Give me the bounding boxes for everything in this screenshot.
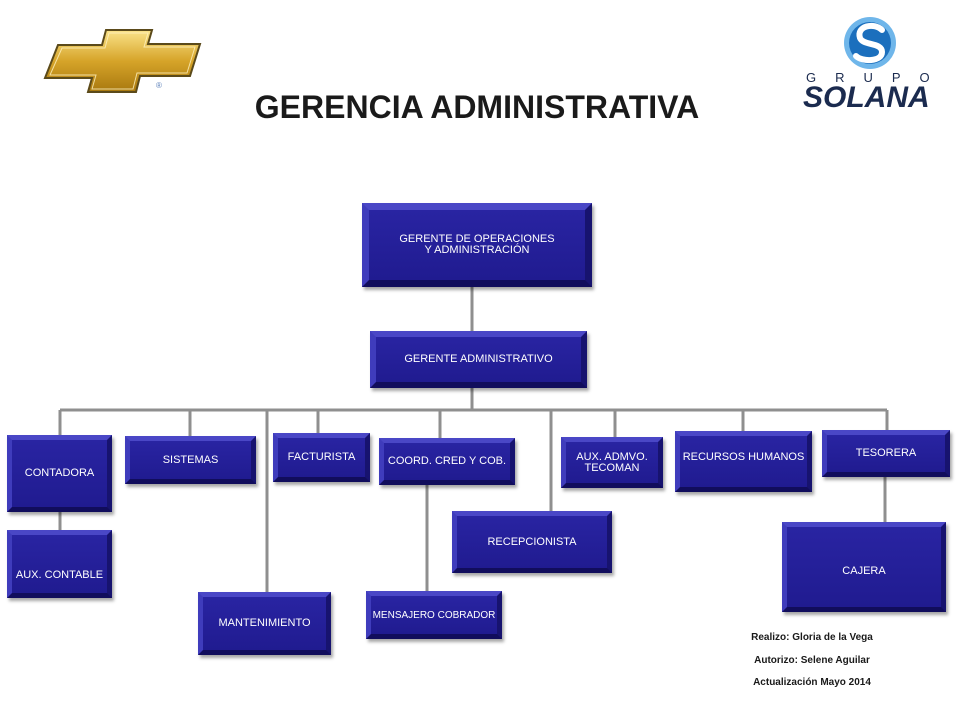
footer-autorizo: Autorizo: Selene Aguilar [754, 655, 870, 666]
aux-contable-box [7, 530, 112, 598]
registered-mark: ® [156, 81, 162, 90]
aux-contable-label: AUX. CONTABLE [15, 568, 104, 581]
tesorera-box [822, 430, 950, 477]
recursos-humanos-label: RECURSOS HUMANOS [682, 451, 805, 463]
mensajero-cobrador-box [366, 591, 502, 639]
aux-admvo-tecoman-label-line2: TECOMAN [584, 461, 640, 474]
coord-cred-cob-label: COORD. CRED Y COB. [387, 455, 507, 467]
mensajero-cobrador-label: MENSAJERO COBRADOR [372, 609, 496, 621]
sistemas-box [125, 436, 256, 484]
aux-admvo-tecoman-label-line1: AUX. ADMVO. [576, 450, 648, 463]
tesorera-label: TESORERA [855, 447, 917, 459]
recepcionista-label: RECEPCIONISTA [487, 535, 577, 548]
footer-actualizacion: Actualización Mayo 2014 [753, 677, 871, 688]
gerente-operaciones-label-line1: GERENTE DE OPERACIONES [399, 233, 555, 245]
facturista-label: FACTURISTA [287, 451, 356, 463]
gerente-operaciones-label-line2: Y ADMINISTRACIÓN [424, 244, 530, 256]
sistemas-label: SISTEMAS [162, 453, 219, 466]
contadora-box [7, 435, 112, 512]
footer-realizo: Realizo: Gloria de la Vega [751, 632, 873, 643]
contadora-label: CONTADORA [24, 467, 95, 479]
recepcionista-box [452, 511, 612, 573]
recursos-humanos-box [675, 431, 812, 492]
coord-cred-cob-box [379, 438, 515, 485]
aux-admvo-tecoman-box [561, 437, 663, 488]
mantenimiento-label: MANTENIMIENTO [218, 617, 311, 629]
cajera-box [782, 522, 946, 612]
gerente-operaciones-box [362, 203, 592, 287]
gerente-administrativo-box [370, 331, 587, 388]
grupo-solana-wordmark-grupo: GRUPO [806, 70, 949, 85]
facturista-box [273, 433, 370, 482]
mantenimiento-box [198, 592, 331, 655]
cajera-label: CAJERA [842, 564, 886, 577]
gerente-administrativo-label: GERENTE ADMINISTRATIVO [404, 353, 553, 365]
page-title: GERENCIA ADMINISTRATIVA [254, 89, 700, 125]
grupo-solana-wordmark-solana: SOLANA [803, 81, 930, 114]
